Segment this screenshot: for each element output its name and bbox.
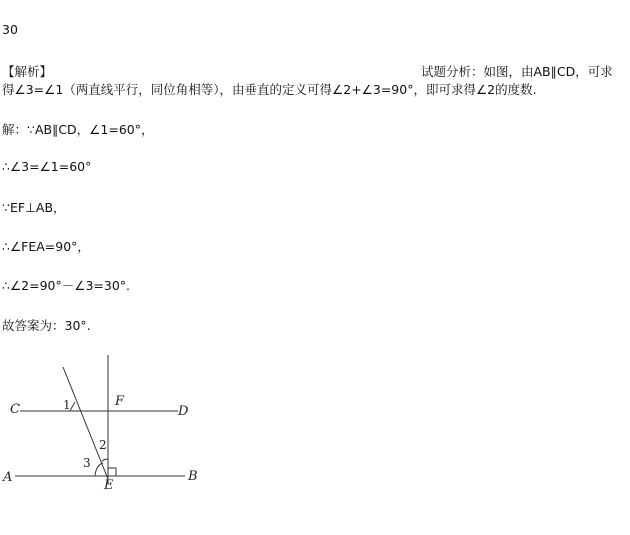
- analysis-intro-line2: 得∠3=∠1（两直线平行，同位角相等），由垂直的定义可得∠2+∠3=90°，即可求得∠2的度数.: [2, 82, 537, 97]
- label-c: C: [10, 402, 20, 417]
- geometry-figure: [0, 345, 630, 535]
- conclusion: 故答案为：30°.: [2, 318, 91, 333]
- answer-number: 30: [2, 22, 18, 37]
- analysis-heading: 【解析】: [2, 64, 53, 79]
- label-angle-2: 2: [99, 438, 107, 452]
- label-b: B: [188, 469, 198, 484]
- solution-line-1: 解：∵AB∥CD，∠1=60°，: [2, 122, 154, 137]
- label-e: E: [104, 478, 114, 493]
- angle-3-arc: [95, 463, 103, 476]
- label-a: A: [3, 470, 13, 485]
- label-angle-3: 3: [83, 456, 91, 470]
- solution-line-5: ∴∠2=90°－∠3=30°.: [2, 278, 131, 293]
- right-angle-marker: [108, 468, 116, 476]
- label-d: D: [178, 404, 189, 419]
- angle-2-arc: [102, 459, 108, 461]
- solution-line-4: ∴∠FEA=90°，: [2, 239, 90, 254]
- angle-1-arc: [70, 402, 75, 411]
- analysis-intro-right: 试题分析：如图，由AB∥CD，可求: [421, 64, 613, 79]
- label-f: F: [115, 394, 125, 409]
- solution-line-2: ∴∠3=∠1=60°: [2, 159, 92, 174]
- label-angle-1: 1: [63, 398, 71, 412]
- solution-line-3: ∵EF⊥AB，: [2, 200, 66, 215]
